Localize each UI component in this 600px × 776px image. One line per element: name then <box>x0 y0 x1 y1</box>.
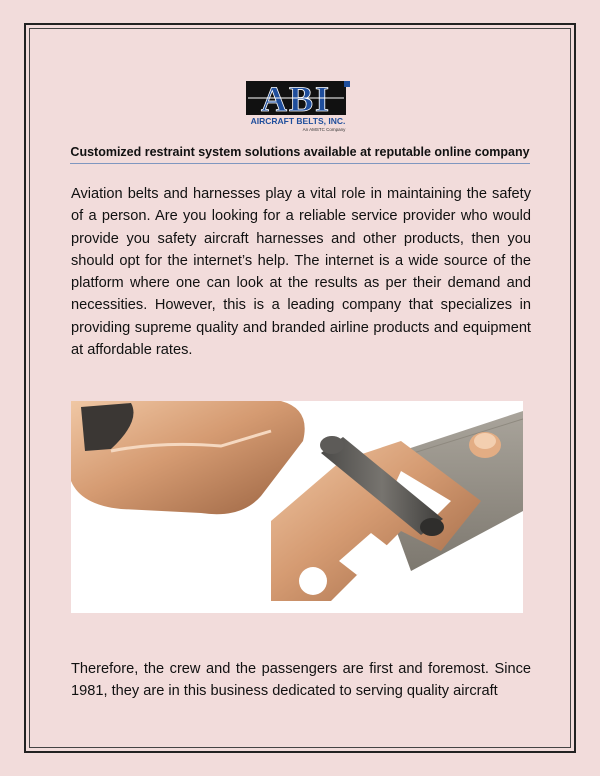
seat-belt-buckle-photo <box>71 401 523 613</box>
intro-paragraph: Aviation belts and harnesses play a vital role in maintaining the safety of a person. Are you looking for a reliable service provider who would provide you safety aircraft harnesses and other products, then you should opt for the internet’s help. The internet is a wide source of the platform where one can look at the results as per their demand and necessities. However, this is a leading company that specializes in providing supreme quality and branded airline products and equipment at affordable rates. <box>71 186 531 359</box>
company-logo <box>240 77 358 133</box>
article-heading: Customized restraint system solutions available at reputable online company <box>70 145 530 159</box>
closing-paragraph: Therefore, the crew and the passengers are first and foremost. Since 1981, they are in this business dedicated to serving quality aircraft <box>71 661 531 700</box>
logo-letters: ABI <box>260 79 332 119</box>
logo-tagline: An AMSTC Company <box>302 127 346 132</box>
logo-company-name: AIRCRAFT BELTS, INC. <box>250 116 346 126</box>
page-border-inner <box>29 28 571 748</box>
heading-underline <box>70 163 530 164</box>
